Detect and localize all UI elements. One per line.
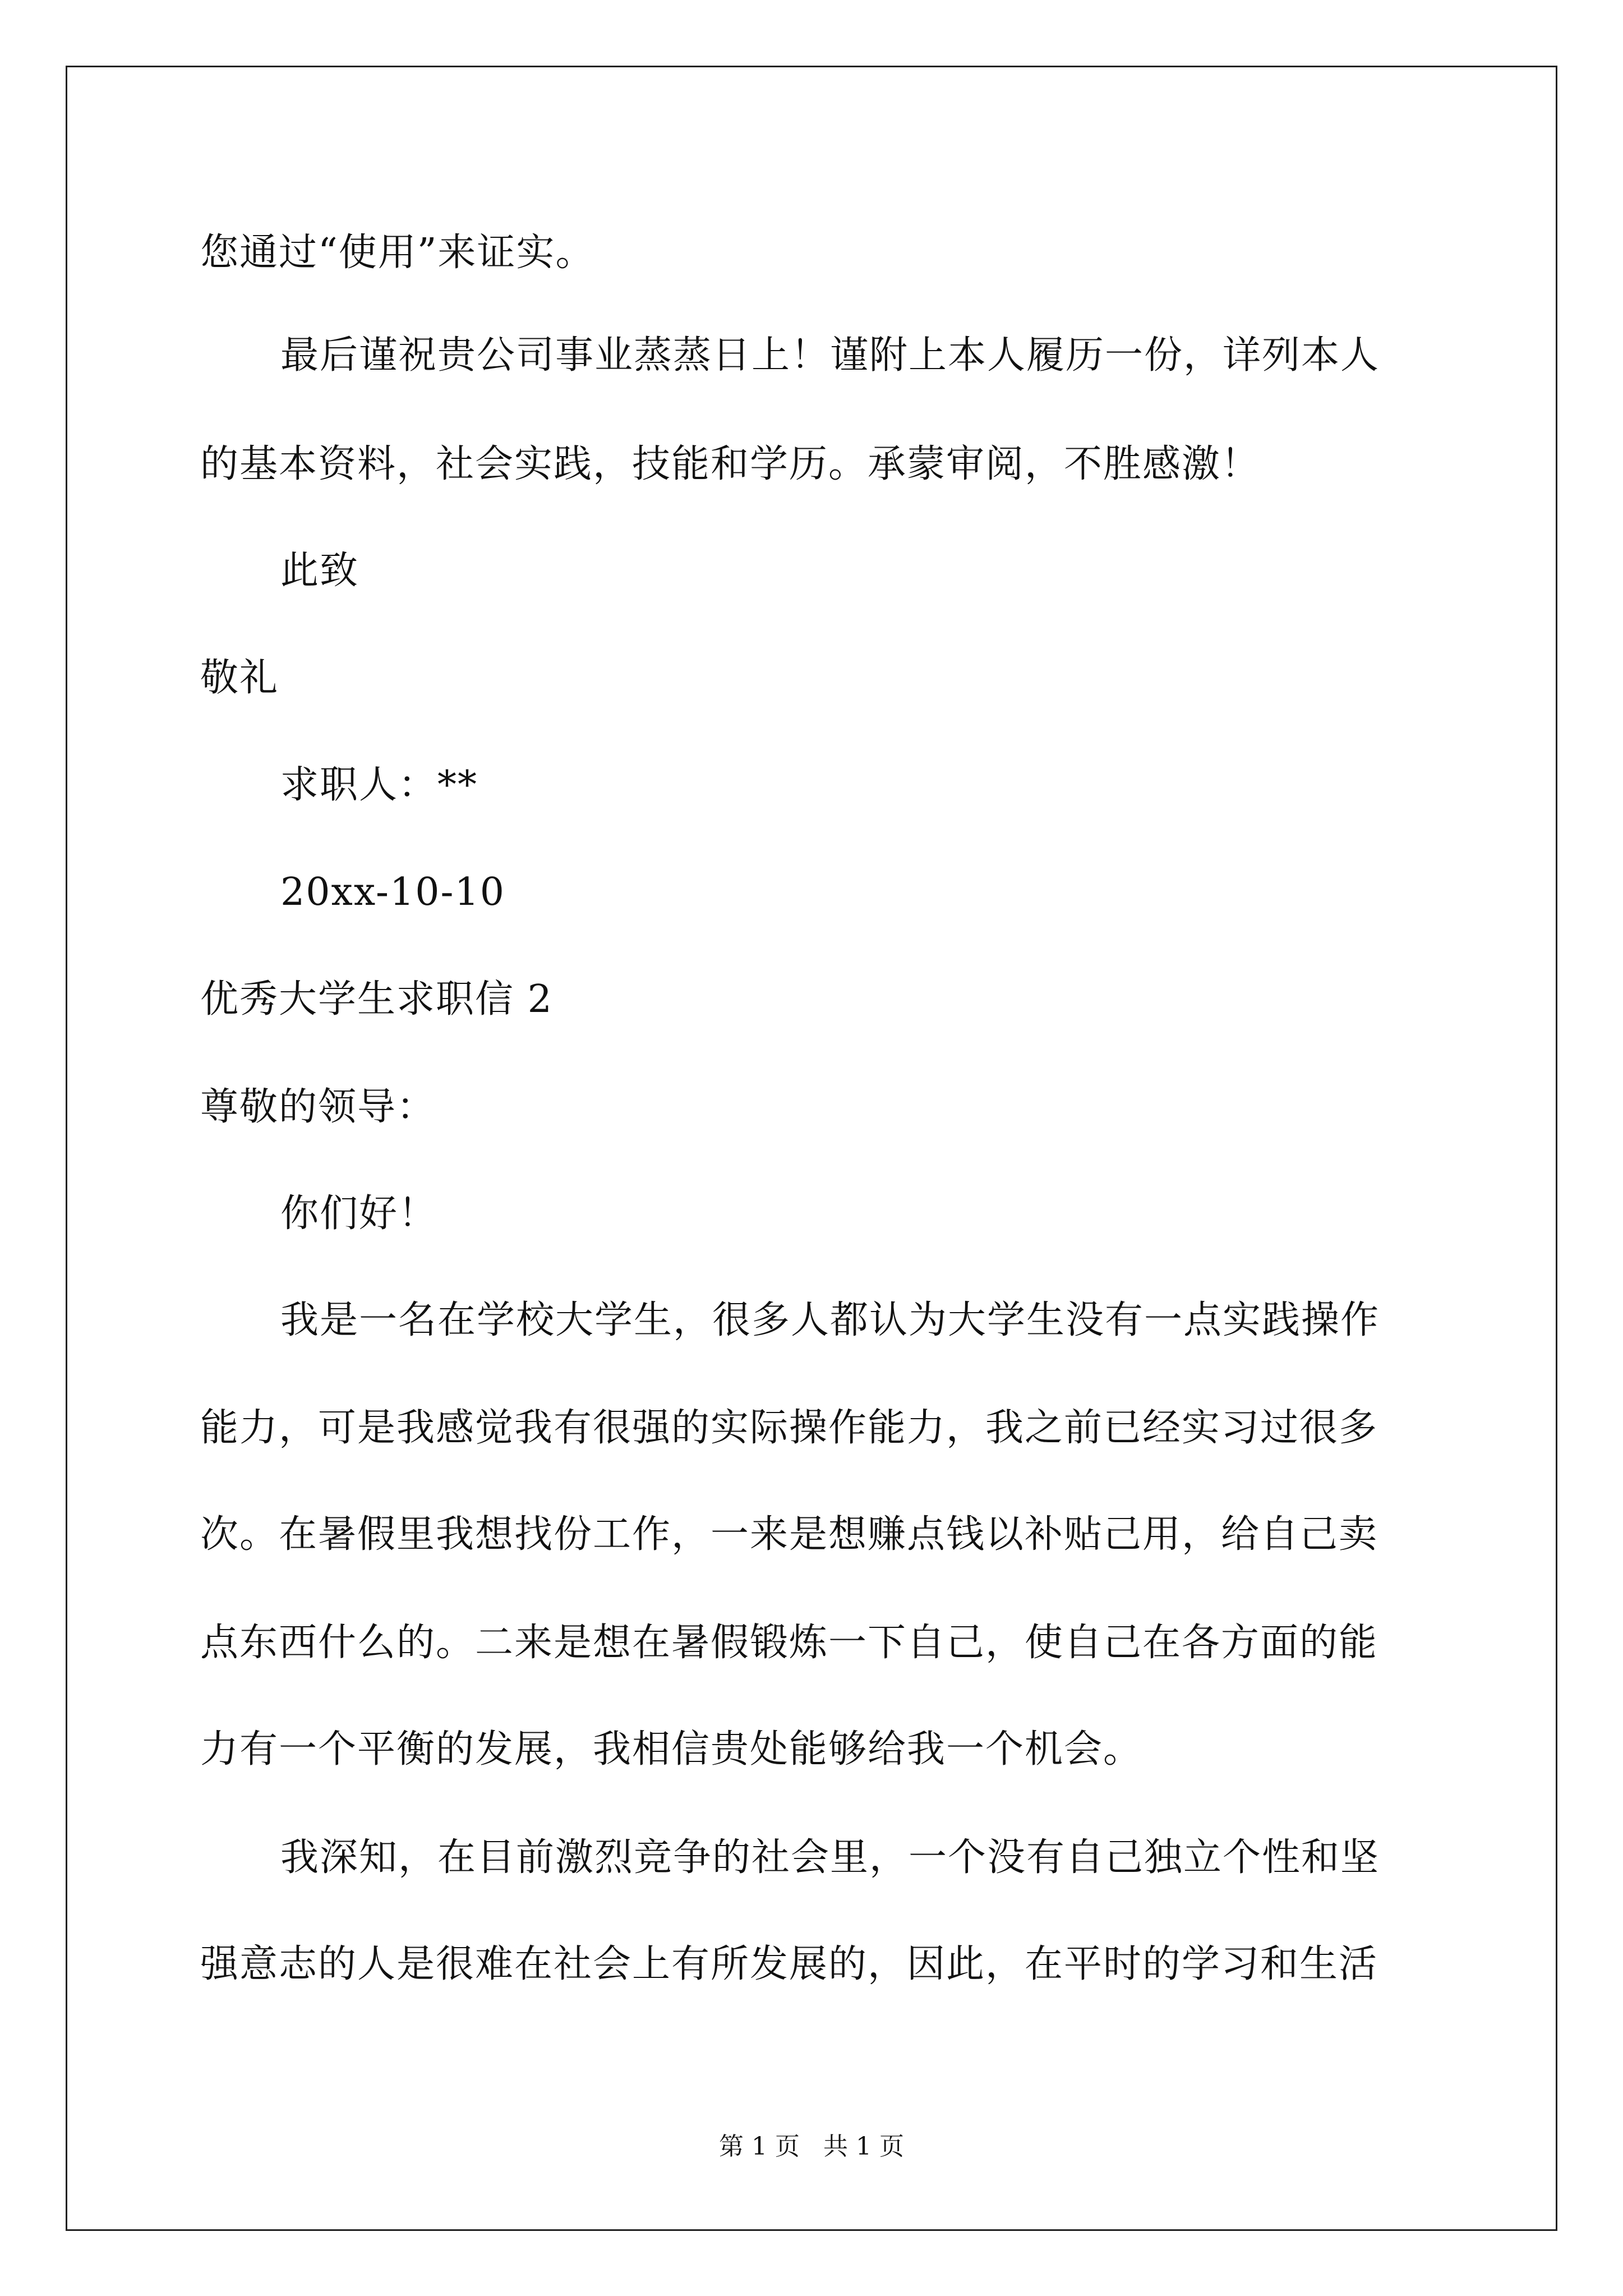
text-line: 能力，可是我感觉我有很强的实际操作能力，我之前已经实习过很多 [200,1406,1378,1450]
text-line: 点东西什么的。二来是想在暑假锻炼一下自己，使自己在各方面的能 [200,1621,1378,1665]
page-border [66,66,1557,2231]
text-line: 力有一个平衡的发展，我相信贵处能够给我一个机会。 [200,1727,1143,1772]
signature-line: 求职人：** [280,763,478,807]
text-line: 强意志的人是很难在社会上有所发展的，因此，在平时的学习和生活 [200,1942,1378,1986]
text-line: 次。在暑假里我想找份工作，一来是想赚点钱以补贴己用，给自己卖 [200,1512,1378,1557]
text-line: 最后谨祝贵公司事业蒸蒸日上！谨附上本人履历一份，详列本人 [280,333,1380,378]
text-line: 的基本资料，社会实践，技能和学历。承蒙审阅，不胜感激！ [200,442,1261,486]
greeting: 尊敬的领导： [200,1085,436,1129]
text-line: 我深知，在目前激烈竞争的社会里，一个没有自己独立个性和坚 [280,1835,1380,1880]
page-footer: 第 1 页 共 1 页 [719,2132,904,2161]
text-line: 你们好！ [280,1191,438,1236]
closing-regards: 敬礼 [200,656,279,700]
date-line: 20xx-10-10 [280,870,506,914]
text-line: 您通过“使用”来证实。 [200,231,595,275]
section-heading: 优秀大学生求职信 2 [200,977,553,1022]
text-line: 我是一名在学校大学生，很多人都认为大学生没有一点实践操作 [280,1298,1380,1342]
closing-salutation: 此致 [280,549,359,593]
